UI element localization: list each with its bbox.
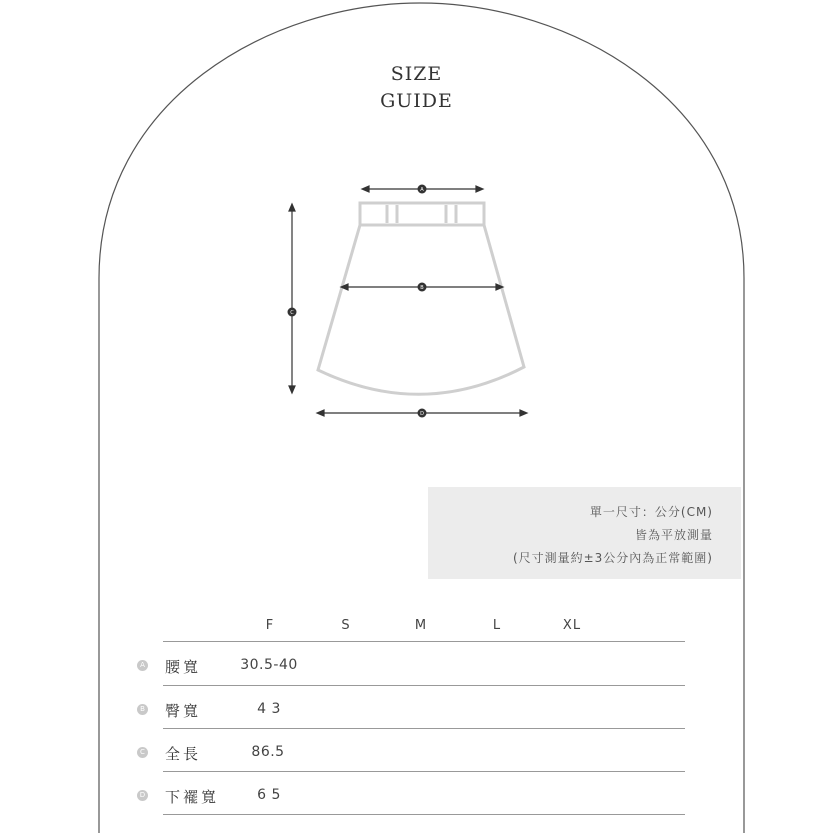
marker-d-label: D (420, 411, 424, 417)
header-size-f: F (265, 618, 275, 633)
measurement-note (428, 487, 741, 579)
table-divider (163, 814, 685, 815)
header-size-s: S (341, 618, 351, 633)
note-method: 皆為平放測量 (634, 528, 713, 542)
note-tolerance: (尺寸測量約±3公分內為正常範圍) (512, 551, 713, 565)
row-label-length: 全長 (165, 745, 202, 763)
table-divider (163, 685, 685, 686)
row-badge-c: C (137, 747, 148, 758)
row-value-hip-f: 4 3 (257, 701, 281, 717)
row-label-hem: 下襬寬 (165, 788, 220, 806)
row-badge-b: B (137, 704, 148, 715)
header-size-l: L (492, 618, 502, 633)
marker-c-label: C (290, 310, 294, 316)
row-value-length-f: 86.5 (251, 744, 285, 760)
row-badge-a: A (137, 660, 148, 671)
table-divider (163, 771, 685, 772)
skirt-waistband (360, 203, 484, 225)
arrow-c-length (289, 204, 295, 393)
marker-b-label: B (420, 285, 424, 291)
row-badge-d: D (137, 790, 148, 801)
title-line-1: SIZE (390, 63, 443, 85)
marker-a-label: A (420, 187, 424, 193)
row-value-waist-f: 30.5-40 (240, 657, 298, 673)
row-label-hip: 臀寬 (165, 702, 202, 720)
header-size-m: M (414, 618, 428, 633)
skirt-diagram (318, 203, 524, 394)
row-value-hem-f: 6 5 (257, 787, 281, 803)
row-label-waist: 腰寬 (165, 658, 202, 676)
title-line-2: GUIDE (380, 90, 453, 112)
header-size-xl: XL (562, 618, 582, 633)
table-divider (163, 641, 685, 642)
note-unit: 單一尺寸：公分(CM) (589, 505, 713, 519)
table-divider (163, 728, 685, 729)
skirt-body (318, 225, 524, 394)
